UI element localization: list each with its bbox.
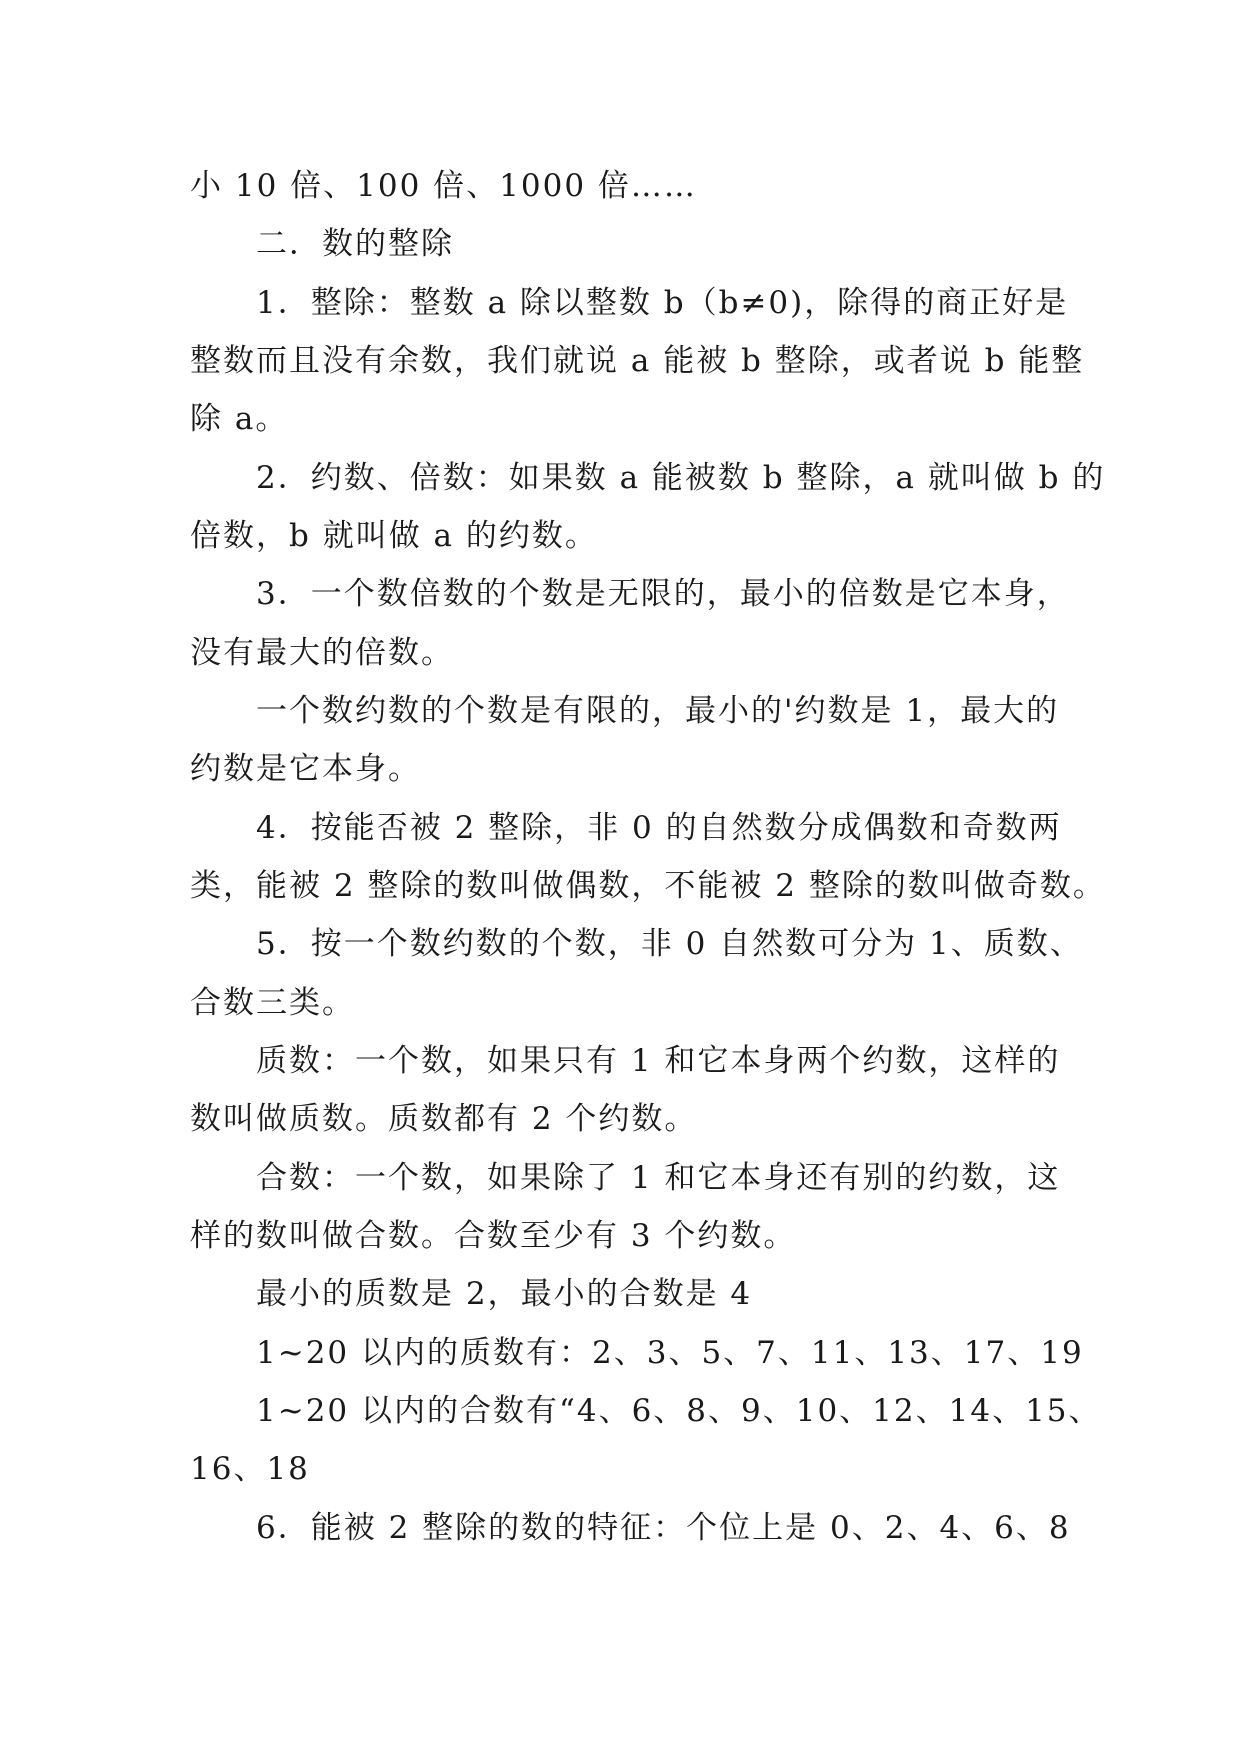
text-line: 6．能被 2 整除的数的特征：个位上是 0、2、4、6、8 xyxy=(256,1510,1071,1546)
text-line: 1．整除：整数 a 除以整数 b（b≠0)，除得的商正好是 xyxy=(256,285,1069,321)
text-line: 质数：一个数，如果只有 1 和它本身两个约数，这样的 xyxy=(256,1043,1061,1079)
text-line: 没有最大的倍数。 xyxy=(190,635,454,671)
text-line: 5．按一个数约数的个数，非 0 自然数可分为 1、质数、 xyxy=(256,926,1083,962)
text-line: 整数而且没有余数，我们就说 a 能被 b 整除，或者说 b 能整 xyxy=(190,343,1085,379)
text-line: 类，能被 2 整除的数叫做偶数，不能被 2 整除的数叫做奇数。 xyxy=(190,868,1106,904)
text-line: 一个数约数的个数是有限的，最小的'约数是 1，最大的 xyxy=(256,693,1060,729)
text-line: 倍数，b 就叫做 a 的约数。 xyxy=(190,518,598,554)
text-line: 1~20 以内的质数有：2、3、5、7、11、13、17、19 xyxy=(256,1335,1084,1371)
text-line: 除 a。 xyxy=(190,401,289,437)
text-line: 合数三类。 xyxy=(190,985,355,1021)
text-line: 数叫做质数。质数都有 2 个约数。 xyxy=(190,1101,698,1137)
text-line: 1~20 以内的合数有“4、6、8、9、10、12、14、15、 xyxy=(256,1393,1102,1429)
text-line: 16、18 xyxy=(190,1451,310,1487)
section-heading: 二．数的整除 xyxy=(256,226,454,262)
text-line: 合数：一个数，如果除了 1 和它本身还有别的约数，这 xyxy=(256,1160,1061,1196)
text-line: 最小的质数是 2，最小的合数是 4 xyxy=(256,1276,753,1312)
text-line: 4．按能否被 2 整除，非 0 的自然数分成偶数和奇数两 xyxy=(256,810,1062,846)
text-line: 3．一个数倍数的个数是无限的，最小的倍数是它本身， xyxy=(256,576,1070,612)
text-line: 小 10 倍、100 倍、1000 倍…… xyxy=(190,168,697,204)
text-line: 约数是它本身。 xyxy=(190,751,421,787)
text-line: 2．约数、倍数：如果数 a 能被数 b 整除，a 就叫做 b 的 xyxy=(256,460,1106,496)
text-line: 样的数叫做合数。合数至少有 3 个约数。 xyxy=(190,1218,797,1254)
